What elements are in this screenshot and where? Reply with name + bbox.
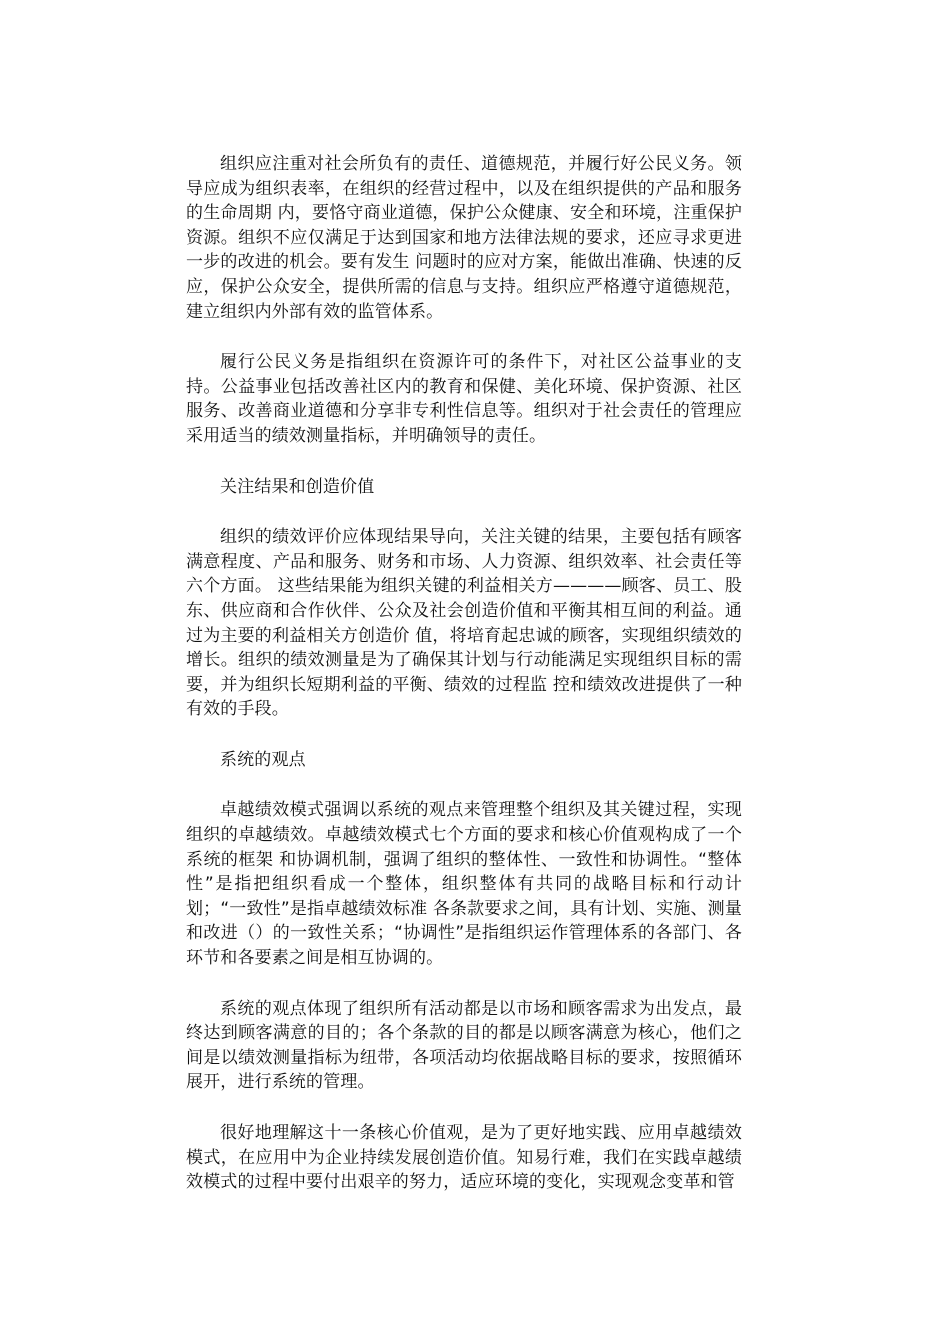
document-body: [186, 152, 742, 1221]
paragraph-system-management: 卓越绩效模式强调以系统的观点来管理整个组织及其关键过程，实现组织的卓越绩效。卓越绩效模式七个方面的要求和核心价值观构成了一个系统的框架 和协调机制，强调了组织的整体性、一致性和协调性。“整体性”是指把组织看成一个整体，组织整体有共同的战略目标和行动计划；“一致性”是指卓越绩效标准 各条款要求之间，具有计划、实施、测量和改进（）的一致性关系；“协调性”是指组织运作管理体系的各部门、各环节和各要素之间是相互协调的。: [186, 800, 742, 969]
heading-system-view: 系统的观点: [220, 749, 306, 770]
paragraph-core-values: 很好地理解这十一条核心价值观，是为了更好地实践、应用卓越绩效模式，在应用中为企业持续发展创造价值。知易行难，我们在实践卓越绩效模式的过程中要付出艰辛的努力，适应环境的变化，实现观念变革和管: [186, 1123, 742, 1193]
paragraph-social-responsibility: 组织应注重对社会所负有的责任、道德规范，并履行好公民义务。领导应成为组织表率，在组织的经营过程中，以及在组织提供的产品和服务的生命周期 内，要恪守商业道德，保护公众健康、安全和环境，注重保护资源。组织不应仅满足于达到国家和地方法律法规的要求，还应寻求更进一步的改进的机会。要有发生 问题时的应对方案，能做出准确、快速的反应，保护公众安全，提供所需的信息与支持。组织应严格遵守道德规范，建立组织内外部有效的监管体系。: [186, 154, 742, 322]
paragraph-system-activities: 系统的观点体现了组织所有活动都是以市场和顾客需求为出发点，最终达到顾客满意的目的；各个条款的目的都是以顾客满意为核心，他们之间是以绩效测量指标为纽带，各项活动均依据战略目标的要求，按照循环展开，进行系统的管理。: [186, 998, 742, 1093]
heading-results-value: 关注结果和创造价值: [220, 476, 375, 497]
paragraph-results-orientation: 组织的绩效评价应体现结果导向，关注关键的结果，主要包括有顾客满意程度、产品和服务、财务和市场、人力资源、组织效率、社会责任等六个方面。 这些结果能为组织关键的利益相关方————顾客、员工、股东、供应商和合作伙伴、公众及社会创造价值和平衡其相互间的利益。通过为主要的利益相关方创造价 值，将培育起忠诚的顾客，实现组织绩效的增长。组织的绩效测量是为了确保其计划与行动能满足实现组织目标的需要，并为组织长短期利益的平衡、绩效的过程监 控和绩效改进提供了一种有效的手段。: [186, 527, 742, 720]
paragraph-citizen-duty: 履行公民义务是指组织在资源许可的条件下，对社区公益事业的支持。公益事业包括改善社区内的教育和保健、美化环境、保护资源、社区服务、改善商业道德和分享非专利性信息等。组织对于社会责任的管理应采用适当的绩效测量指标，并明确领导的责任。: [186, 352, 742, 446]
